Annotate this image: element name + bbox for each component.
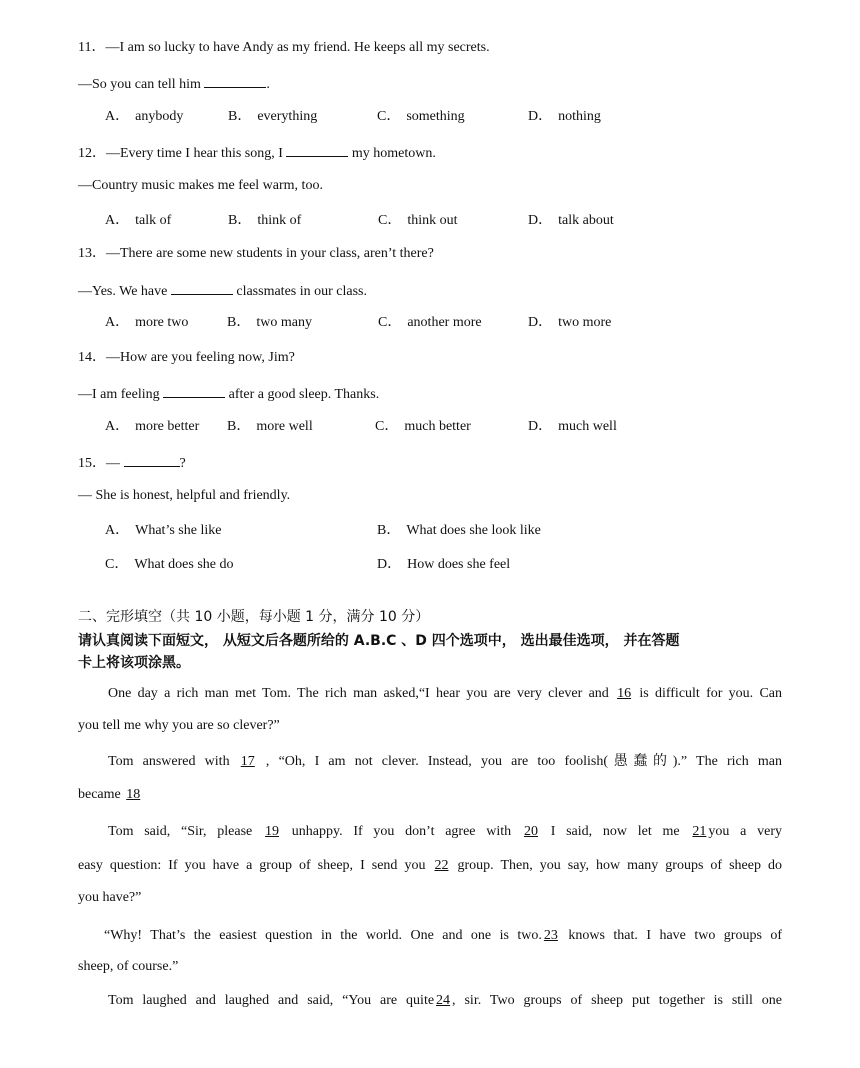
option-letter: A． — [105, 523, 130, 538]
section-instruction-cont: 卡上将该项涂黑。 — [78, 655, 190, 671]
q13-reply — [78, 281, 367, 301]
option-text: How does she feel — [407, 557, 511, 572]
q15-option-a — [105, 522, 221, 540]
passage-line — [78, 927, 782, 945]
option-letter: A． — [105, 419, 130, 434]
passage-line: you have?” — [78, 890, 142, 905]
q15-option-b — [377, 522, 541, 540]
q11-option-c — [377, 108, 465, 126]
q15-option-c — [105, 556, 234, 574]
option-letter: D． — [528, 213, 553, 228]
answer-blank — [124, 453, 180, 467]
passage-text: knows that. I have two groups of — [559, 928, 783, 943]
passage-text: “Why! That’s the easiest question in the world. One and one is two. — [104, 928, 542, 943]
q11-stem: 11．—I am so lucky to have Andy as my friend. He keeps all my secrets. — [78, 40, 490, 55]
q15-option-d — [377, 556, 510, 574]
blank-16: 16 — [617, 686, 632, 701]
option-letter: B． — [227, 419, 251, 434]
option-text: think of — [257, 213, 302, 228]
passage-line — [78, 786, 782, 804]
option-text: What’s she like — [135, 523, 222, 538]
answer-blank — [204, 74, 266, 88]
q14-option-b — [227, 418, 313, 436]
option-text: more better — [135, 419, 200, 434]
q12-stem-text: 12．—Every time I hear this song, I — [78, 146, 287, 161]
passage-text: you a very — [708, 824, 783, 839]
option-letter: C． — [378, 315, 402, 330]
blank-19: 19 — [265, 824, 280, 839]
blank-23: 23 — [543, 928, 558, 943]
option-letter: C． — [105, 557, 129, 572]
passage-text: Tom said, “Sir, please — [108, 824, 264, 839]
option-letter: B． — [228, 109, 252, 124]
passage-text: One day a rich man met Tom. The rich man asked,“I hear you are very clever and — [108, 686, 616, 701]
passage-text: I said, now let me — [539, 824, 691, 839]
option-letter: A． — [105, 213, 130, 228]
passage-text: unhappy. If you don’t agree with — [281, 824, 522, 839]
blank-22: 22 — [434, 858, 449, 873]
passage-text: easy question: If you have a group of sheep, I send you — [78, 858, 433, 873]
q11-option-a — [105, 108, 183, 126]
blank-20: 20 — [523, 824, 538, 839]
q14-option-d — [528, 418, 617, 436]
option-letter: B． — [228, 213, 252, 228]
q14-reply-text: —I am feeling — [78, 387, 164, 402]
option-letter: A． — [105, 109, 130, 124]
option-letter: C． — [378, 213, 402, 228]
q12-stem — [78, 143, 436, 163]
option-text: talk of — [135, 213, 172, 228]
passage-text: group. Then, you say, how many groups of sheep do — [450, 858, 783, 873]
q15-reply: — She is honest, helpful and friendly. — [78, 488, 291, 503]
q13-reply-end: classmates in our class. — [232, 284, 367, 299]
option-text: much well — [558, 419, 617, 434]
option-letter: D． — [528, 419, 553, 434]
option-letter: C． — [375, 419, 399, 434]
option-text: What does she look like — [406, 523, 541, 538]
option-letter: B． — [377, 523, 401, 538]
option-letter: D． — [377, 557, 402, 572]
q14-reply-end: after a good sleep. Thanks. — [225, 387, 380, 402]
q13-option-a — [105, 314, 188, 332]
passage-line — [78, 753, 782, 771]
option-text: What does she do — [134, 557, 234, 572]
option-letter: B． — [227, 315, 251, 330]
option-text: talk about — [558, 213, 614, 228]
passage-text: Tom laughed and laughed and said, “You are quite — [108, 993, 435, 1008]
option-text: something — [406, 109, 465, 124]
option-text: much better — [404, 419, 471, 434]
q12-option-a — [105, 212, 171, 230]
q14-reply — [78, 384, 379, 404]
blank-18: 18 — [126, 787, 141, 802]
option-text: more two — [135, 315, 189, 330]
q13-option-b — [227, 314, 312, 332]
blank-24: 24 — [436, 993, 451, 1008]
passage-line: sheep, of course.” — [78, 959, 179, 974]
blank-17: 17 — [240, 754, 255, 769]
q12-stem-end: my hometown. — [348, 146, 436, 161]
q12-reply: —Country music makes me feel warm, too. — [78, 178, 323, 193]
blank-21: 21 — [692, 824, 707, 839]
option-text: more well — [256, 419, 313, 434]
q13-stem: 13．—There are some new students in your class, aren’t there? — [78, 246, 434, 261]
q11-option-d — [528, 108, 601, 126]
passage-line — [78, 685, 782, 703]
passage-line — [78, 857, 782, 875]
q13-option-d — [528, 314, 611, 332]
q12-option-c — [378, 212, 458, 230]
option-text: two more — [558, 315, 612, 330]
q13-reply-text: —Yes. We have — [78, 284, 171, 299]
q15-stem — [78, 453, 186, 473]
option-letter: D． — [528, 109, 553, 124]
option-text: everything — [257, 109, 318, 124]
passage-text: , “Oh, I am not clever. Instead, you are too foolish(愚蠢的).” The rich man — [256, 754, 783, 769]
q11-reply-end: . — [266, 77, 270, 92]
option-text: another more — [407, 315, 482, 330]
q11-reply-text: —So you can tell him — [78, 77, 205, 92]
q12-option-d — [528, 212, 614, 230]
q12-option-b — [228, 212, 301, 230]
option-letter: D． — [528, 315, 553, 330]
q11-reply — [78, 74, 270, 94]
option-letter: A． — [105, 315, 130, 330]
option-letter: C． — [377, 109, 401, 124]
option-text: anybody — [135, 109, 184, 124]
q14-option-c — [375, 418, 471, 436]
passage-text: Tom answered with — [108, 754, 239, 769]
q14-option-a — [105, 418, 199, 436]
q15-stem-end: ? — [179, 456, 186, 471]
section-title: 二、完形填空（共 10 小题，每小题 1 分，满分 10 分） — [78, 609, 430, 625]
answer-blank — [286, 143, 348, 157]
q11-option-b — [228, 108, 317, 126]
q15-stem-text: 15．— — [78, 456, 124, 471]
passage-line: you tell me why you are so clever?” — [78, 718, 280, 733]
q13-option-c — [378, 314, 482, 332]
option-text: think out — [407, 213, 458, 228]
answer-blank — [171, 281, 233, 295]
q14-stem: 14．—How are you feeling now, Jim? — [78, 350, 295, 365]
option-text: nothing — [558, 109, 601, 124]
answer-blank — [163, 384, 225, 398]
passage-text: became — [78, 787, 125, 802]
option-text: two many — [256, 315, 312, 330]
passage-line — [78, 992, 782, 1010]
passage-text: , sir. Two groups of sheep put together is still one — [452, 993, 782, 1008]
passage-line — [78, 823, 782, 841]
passage-text: is difficult for you. Can — [633, 686, 783, 701]
section-instruction: 请认真阅读下面短文， 从短文后各题所给的 A.B.C 、D 四个选项中， 选出最佳选项， 并在答题 — [78, 633, 680, 649]
